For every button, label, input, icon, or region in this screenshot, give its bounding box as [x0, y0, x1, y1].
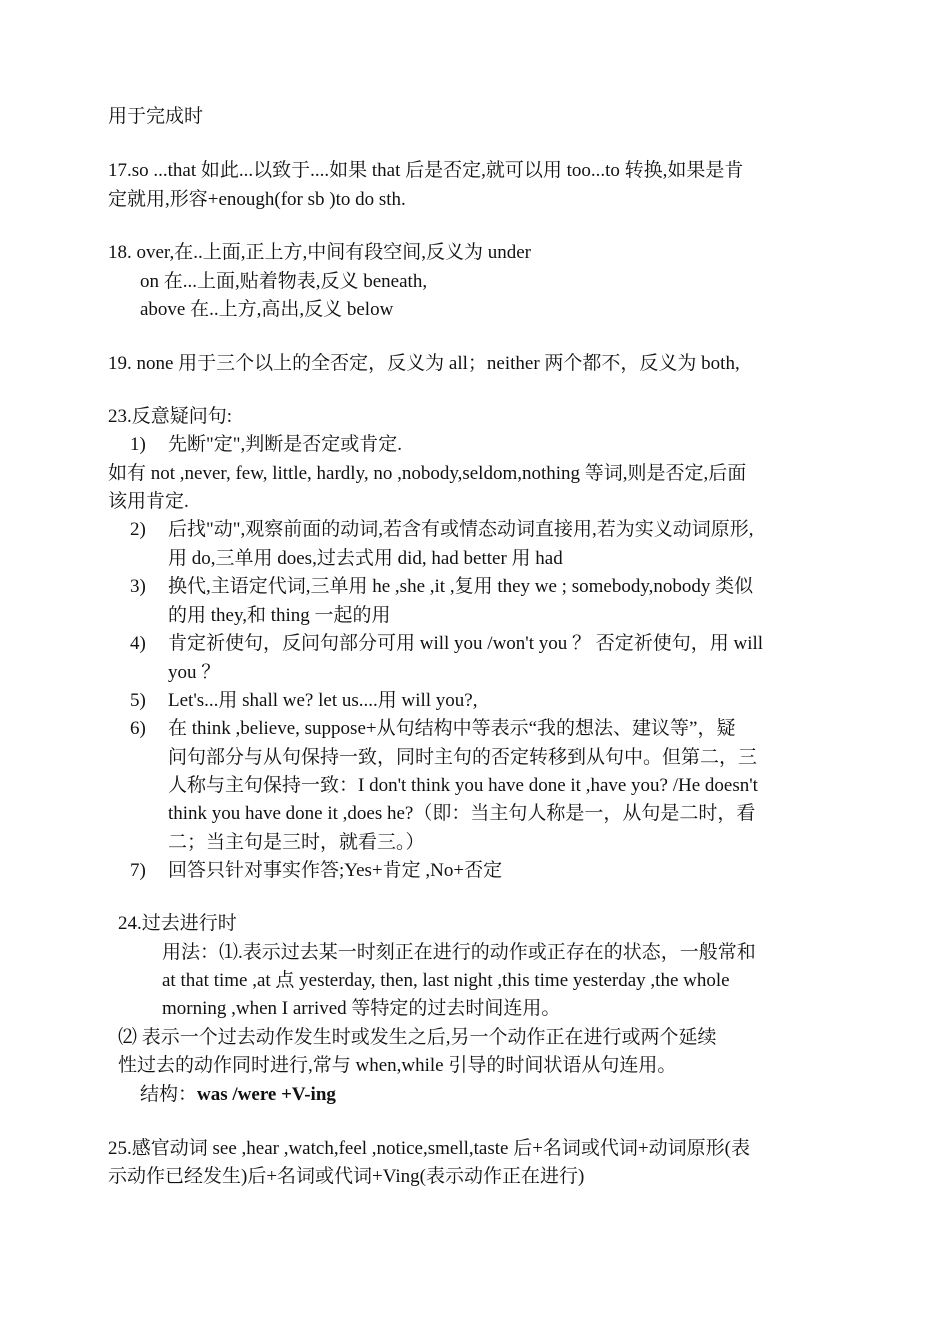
- structure-label: 结构：: [140, 1084, 198, 1105]
- list-item-number: 6): [130, 718, 146, 739]
- list-item-text: 用 do,三单用 does,过去式用 did, had better 用 had: [168, 548, 563, 569]
- list-item-number: 4): [130, 633, 146, 654]
- item24-usage2-line: 性过去的动作同时进行,常与 when,while 引导的时间状语从句连用。: [118, 1055, 677, 1076]
- list-item-text: 换代,主语定代词,三单用 he ,she ,it ,复用 they we ; somebody,nobody 类似: [168, 576, 754, 597]
- item23-note-line2: 该用肯定.: [108, 491, 189, 512]
- list-item-text: 问句部分与从句保持一致，同时主句的否定转移到从句中。但第二，三: [168, 747, 758, 768]
- item24-usage1-line: morning ,when I arrived 等特定的过去时间连用。: [162, 998, 561, 1019]
- list-item-text: 肯定祈使句，反问句部分可用 will you /won't you ？ 否定祈使句，用 will: [168, 633, 764, 654]
- item18-line1: 18. over,在..上面,正上方,中间有段空间,反义为 under: [108, 242, 532, 263]
- list-item-text: Let's...用 shall we? let us....用 will you?,: [168, 690, 478, 711]
- list-item-text: 先断"定",判断是否定或肯定.: [168, 434, 403, 455]
- item23-heading: 23.反意疑问句:: [108, 406, 233, 427]
- structure-value: was /were +V-ing: [197, 1084, 336, 1105]
- item18-line2: on 在...上面,贴着物表,反义 beneath,: [140, 271, 428, 292]
- list-item-number: 2): [130, 519, 146, 540]
- item19-line1: 19. none 用于三个以上的全否定，反义为 all；neither 两个都不，反义为 both,: [108, 353, 740, 374]
- list-item-text: 回答只针对事实作答;Yes+肯定 ,No+否定: [168, 860, 503, 881]
- item25-line1: 25.感官动词 see ,hear ,watch,feel ,notice,smell,taste 后+名词或代词+动词原形(表: [108, 1138, 750, 1159]
- item24-usage2-line: ⑵ 表示一个过去动作发生时或发生之后,另一个动作正在进行或两个延续: [118, 1027, 717, 1048]
- item24-heading: 24.过去进行时: [118, 913, 237, 934]
- item24-usage1-line: 用法：⑴.表示过去某一时刻正在进行的动作或正存在的状态，一般常和: [162, 942, 756, 963]
- list-item-text: 后找"动",观察前面的动词,若含有或情态动词直接用,若为实义动词原形,: [168, 519, 754, 540]
- list-item-text: 二；当主句是三时，就看三。）: [168, 832, 425, 853]
- list-item-text: think you have done it ,does he?（即：当主句人称是一，从句是二时，看: [168, 803, 756, 824]
- item17-line1: 17.so ...that 如此...以致于....如果 that 后是否定,就可以用 too...to 转换,如果是肯: [108, 160, 744, 181]
- item25-line2: 示动作已经发生)后+名词或代词+Ving(表示动作正在进行): [108, 1166, 585, 1187]
- list-item-number: 3): [130, 576, 146, 597]
- item24-usage1-line: at that time ,at 点 yesterday, then, last night ,this time yesterday ,the whole: [162, 970, 730, 991]
- list-item-text: you ？: [168, 662, 221, 683]
- list-item-text: 在 think ,believe, suppose+从句结构中等表示“我的想法、建议等”，疑: [168, 718, 736, 739]
- item17-line2: 定就用,形容+enough(for sb )to do sth.: [108, 189, 406, 210]
- item18-line3: above 在..上方,高出,反义 below: [140, 299, 394, 320]
- item23-note-line1: 如有 not ,never, few, little, hardly, no ,nobody,seldom,nothing 等词,则是否定,后面: [108, 463, 747, 484]
- list-item-text: 的用 they,和 thing 一起的用: [168, 605, 391, 626]
- list-item-number: 1): [130, 434, 146, 455]
- list-item-text: 人称与主句保持一致：I don't think you have done it ,have you? /He doesn't: [168, 775, 758, 796]
- intro-text: 用于完成时: [108, 106, 204, 127]
- list-item-number: 7): [130, 860, 146, 881]
- item24-structure: [140, 1081, 336, 1110]
- list-item-number: 5): [130, 690, 146, 711]
